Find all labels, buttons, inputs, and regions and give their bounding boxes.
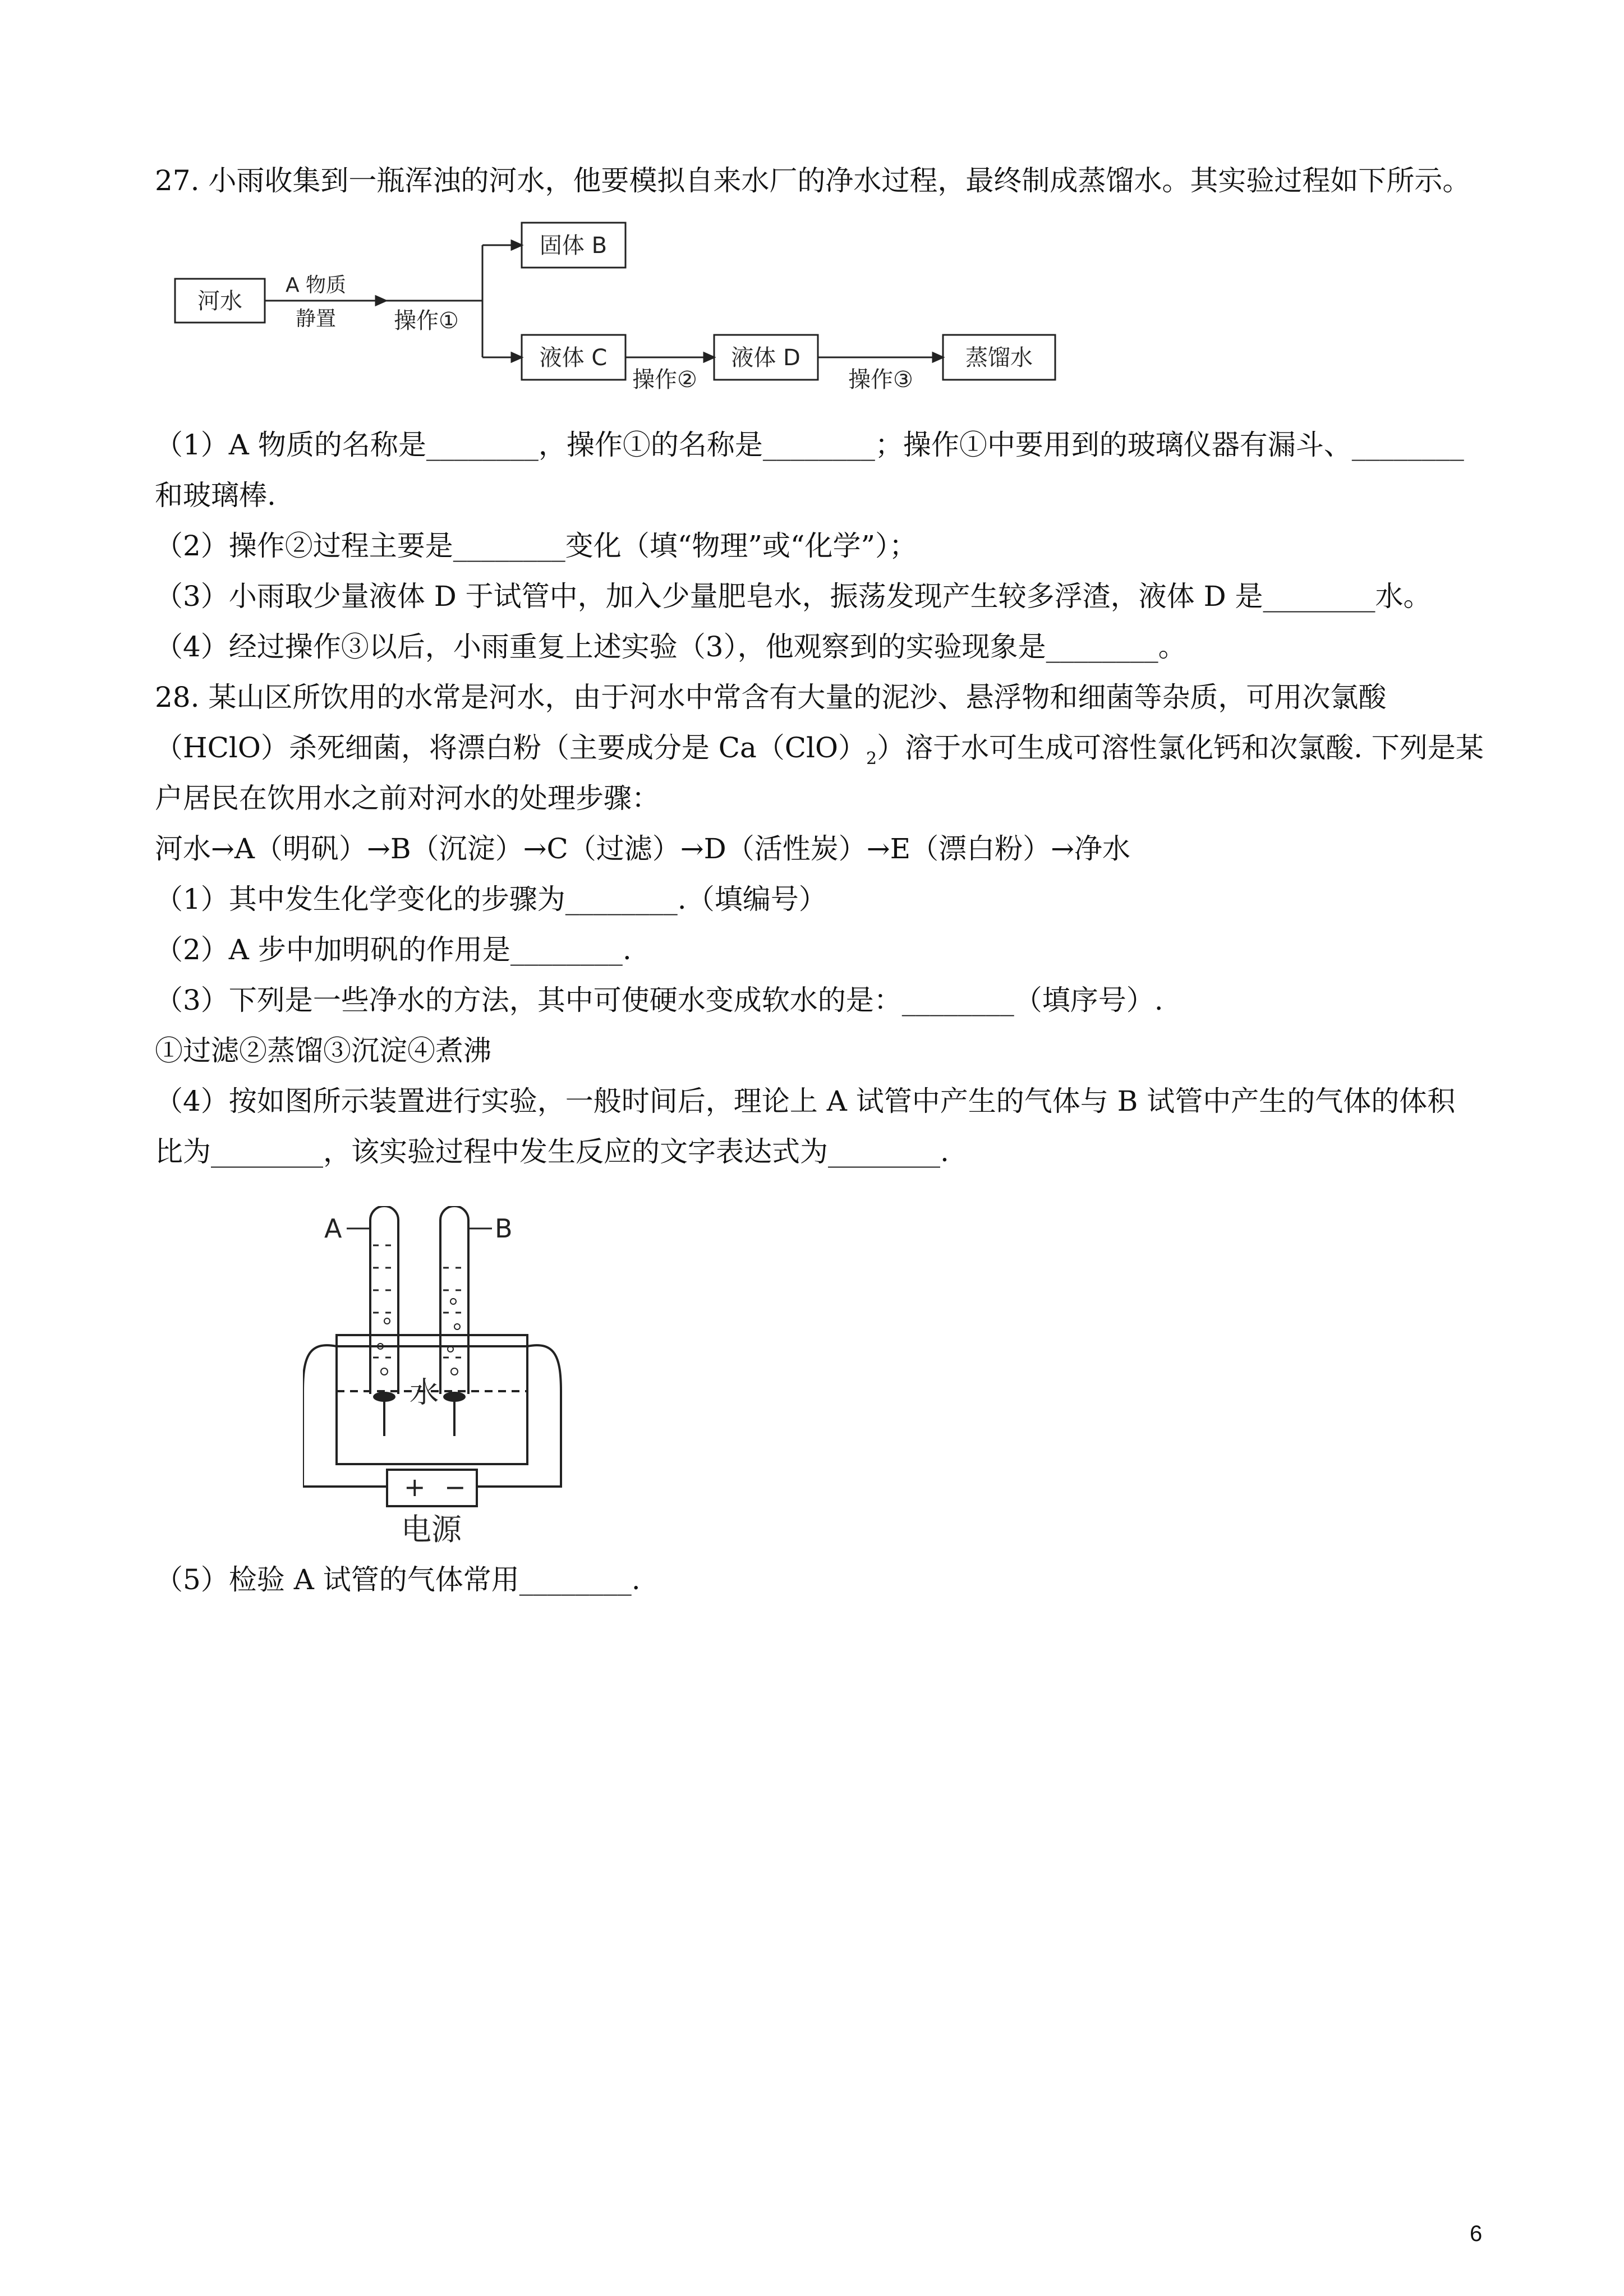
- op3-label: 操作③: [848, 367, 913, 393]
- q28-part5: （5）检验 A 试管的气体常用________.: [155, 1563, 641, 1596]
- distilled-water-label: 蒸馏水: [965, 345, 1033, 371]
- q27-part2: （2）操作②过程主要是________变化（填“物理”或“化学”）；: [155, 530, 918, 562]
- minus-terminal: −: [444, 1472, 466, 1502]
- solid-b-label: 固体 B: [539, 233, 608, 259]
- tube-b-label: B: [495, 1213, 513, 1244]
- arrow1-bottom-label: 静置: [295, 307, 337, 330]
- test-tube-b: [440, 1206, 468, 1394]
- river-label: 河水: [197, 288, 242, 314]
- q27-intro: 27. 小雨收集到一瓶浑浊的河水，他要模拟自来水厂的净水过程，最终制成蒸馏水。其实验过程如下所示。: [155, 164, 1471, 197]
- q28-intro-line2: [155, 731, 1484, 776]
- liquid-c-label: 液体 C: [539, 345, 608, 371]
- q27-part3: （3）小雨取少量液体 D 于试管中，加入少量肥皂水，振荡发现产生较多浮渣，液体 D 是________水。: [155, 580, 1432, 613]
- q28-part3: （3）下列是一些净水的方法，其中可使硬水变成软水的是：________（填序号）.: [155, 984, 1163, 1016]
- op2-label: 操作②: [632, 367, 697, 393]
- q27-part1-line2: 和玻璃棒.: [155, 479, 276, 512]
- q28-intro-line3: 户居民在饮用水之前对河水的处理步骤：: [155, 782, 660, 815]
- test-tube-a: [370, 1206, 398, 1394]
- tube-a-label: A: [324, 1213, 342, 1244]
- q28-part4-line2: 比为________，该实验过程中发生反应的文字表达式为________.: [155, 1135, 949, 1168]
- op1-label: 操作①: [394, 308, 459, 334]
- power-label: 电源: [401, 1512, 462, 1547]
- q28-intro-line2-a: （HClO）杀死细菌，将漂白粉（主要成分是 Ca（ClO）: [155, 731, 867, 764]
- liquid-d-label: 液体 D: [731, 345, 801, 371]
- plus-terminal: +: [404, 1472, 426, 1502]
- q27-flow-diagram: [168, 216, 1066, 401]
- electrolysis-figure: [303, 1206, 617, 1554]
- q28-steps: 河水→A（明矾）→B（沉淀）→C（过滤）→D（活性炭）→E（漂白粉）→净水: [155, 832, 1131, 865]
- q28-part1: （1）其中发生化学变化的步骤为________.（填编号）: [155, 883, 827, 915]
- q28-intro-line2-b: ）溶于水可生成可溶性氯化钙和次氯酸. 下列是某: [877, 731, 1484, 764]
- q27-part4: （4）经过操作③以后，小雨重复上述实验（3），他观察到的实验现象是________。: [155, 631, 1186, 663]
- q28-options: ①过滤②蒸馏③沉淀④煮沸: [155, 1034, 491, 1067]
- page-number: 6: [1470, 2221, 1483, 2246]
- arrow1-top-label: A 物质: [285, 274, 347, 297]
- q28-intro-line1: 28. 某山区所饮用的水常是河水，由于河水中常含有大量的泥沙、悬浮物和细菌等杂质，可用次氯酸: [155, 681, 1387, 714]
- q27-part1-line1: （1）A 物质的名称是________，操作①的名称是________；操作①中要用到的玻璃仪器有漏斗、________: [155, 429, 1464, 461]
- q28-part2: （2）A 步中加明矾的作用是________.: [155, 933, 632, 966]
- water-label: 水: [410, 1376, 439, 1410]
- formula-subscript: 2: [866, 749, 877, 769]
- q28-part4-line1: （4）按如图所示装置进行实验，一般时间后，理论上 A 试管中产生的气体与 B 试管中产生的气体的体积: [155, 1085, 1456, 1117]
